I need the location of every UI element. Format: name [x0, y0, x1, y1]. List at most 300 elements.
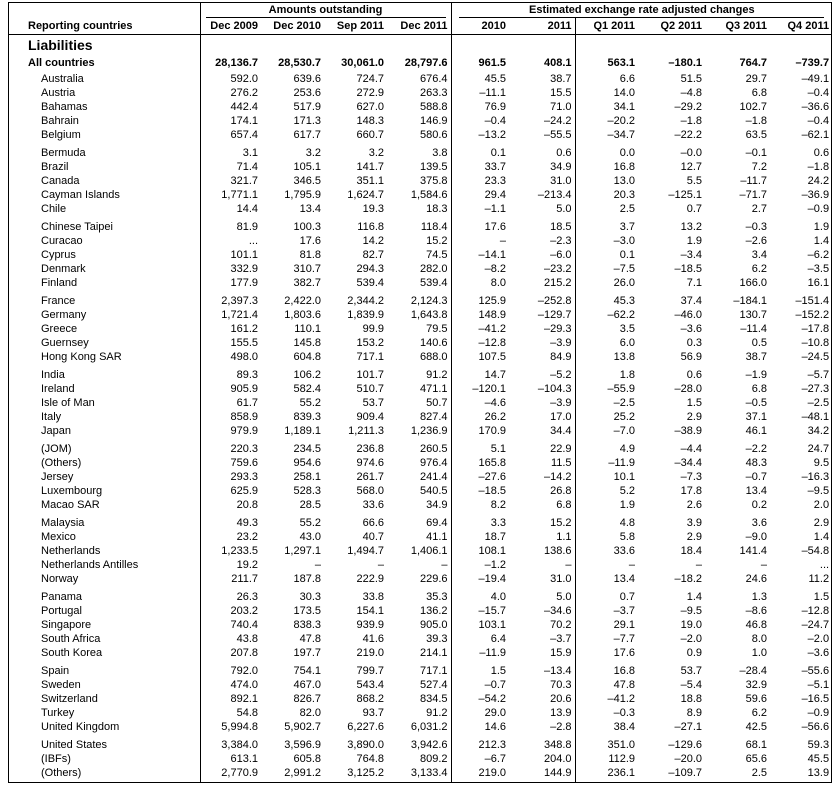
- value-cell: 1.9: [575, 498, 638, 512]
- value-cell: –14.2: [544, 471, 572, 483]
- value-cell: 539.4: [356, 277, 384, 289]
- value-cell: 11.5: [550, 457, 572, 469]
- value-cell: –2.3: [550, 235, 572, 247]
- value-cell: 7.1: [686, 277, 703, 289]
- value-cell: 321.7: [200, 174, 261, 188]
- value-cell: 204.0: [544, 753, 572, 765]
- table-row: [8, 664, 832, 678]
- value-cell: 105.1: [293, 161, 321, 173]
- value-cell: 310.7: [293, 263, 321, 275]
- value-cell: 625.9: [200, 484, 261, 498]
- amounts-outstanding-header: Amounts outstanding: [200, 2, 451, 18]
- value-cell: 18.3: [426, 203, 448, 215]
- value-cell: 19.3: [362, 203, 384, 215]
- value-cell: –0.9: [807, 203, 830, 215]
- value-cell: ...: [200, 234, 261, 248]
- value-cell: 3.6: [751, 517, 768, 529]
- value-cell: 29.1: [575, 618, 638, 632]
- country-name: (IBFs): [41, 753, 71, 765]
- value-cell: 6.2: [751, 707, 768, 719]
- value-cell: 724.7: [356, 73, 384, 85]
- value-cell: 3.2: [368, 147, 384, 159]
- value-cell: 139.5: [420, 161, 448, 173]
- value-cell: –0.3: [745, 221, 768, 233]
- value-cell: –2.6: [745, 235, 768, 247]
- value-cell: 676.4: [420, 73, 448, 85]
- value-cell: 909.4: [356, 411, 384, 423]
- value-cell: 222.9: [356, 573, 384, 585]
- value-cell: –9.0: [745, 531, 768, 543]
- value-cell: 74.5: [426, 249, 448, 261]
- table-row: [8, 632, 832, 646]
- value-cell: 839.3: [293, 411, 321, 423]
- country-name: Mexico: [41, 531, 76, 543]
- country-name: India: [41, 369, 65, 381]
- value-cell: 2.7: [751, 203, 768, 215]
- value-cell: 59.3: [807, 739, 830, 751]
- value-cell: –34.4: [674, 457, 703, 469]
- value-cell: 17.6: [451, 220, 509, 234]
- value-cell: 107.5: [451, 350, 509, 364]
- value-cell: 0.6: [813, 147, 830, 159]
- value-cell: –20.0: [674, 753, 703, 765]
- value-cell: 1,643.8: [410, 309, 448, 321]
- value-cell: 141.7: [356, 161, 384, 173]
- value-cell: 838.3: [293, 619, 321, 631]
- country-name: Greece: [41, 323, 78, 335]
- value-cell: 53.7: [362, 397, 384, 409]
- value-cell: 3,942.6: [410, 739, 448, 751]
- value-cell: 3.1: [200, 146, 261, 160]
- value-cell: 332.9: [200, 262, 261, 276]
- value-cell: 35.3: [426, 591, 448, 603]
- table-row: [8, 234, 832, 248]
- value-cell: 140.6: [420, 337, 448, 349]
- value-cell: 1.1: [556, 531, 572, 543]
- value-cell: 2.5: [575, 202, 638, 216]
- value-cell: 3,125.2: [347, 767, 384, 779]
- value-cell: –11.9: [575, 456, 638, 470]
- value-cell: 260.5: [420, 443, 448, 455]
- value-cell: 29.4: [451, 188, 509, 202]
- value-cell: 41.1: [426, 531, 448, 543]
- value-cell: ...: [819, 559, 830, 571]
- table-row: [8, 516, 832, 530]
- value-cell: 219.0: [451, 766, 509, 780]
- value-cell: 33.7: [451, 160, 509, 174]
- country-name: Turkey: [41, 707, 75, 719]
- value-cell: 13.4: [575, 572, 638, 586]
- value-cell: 31.0: [550, 573, 572, 585]
- value-cell: 32.9: [745, 679, 768, 691]
- value-cell: 99.9: [362, 323, 384, 335]
- column-header: Dec 2011: [387, 18, 451, 35]
- value-cell: 7.2: [751, 161, 768, 173]
- value-cell: 65.6: [745, 753, 768, 765]
- value-cell: –41.2: [575, 692, 638, 706]
- country-name: South Korea: [41, 647, 103, 659]
- value-cell: 14.2: [362, 235, 384, 247]
- value-cell: 61.7: [200, 396, 261, 410]
- value-cell: 4.8: [575, 516, 638, 530]
- reporting-countries-header: Reporting countries: [8, 18, 200, 35]
- column-header: Q4 2011: [770, 18, 832, 35]
- value-cell: –0.1: [745, 147, 768, 159]
- value-cell: 55.2: [299, 397, 321, 409]
- value-cell: 539.4: [420, 277, 448, 289]
- value-cell: 101.7: [356, 369, 384, 381]
- value-cell: 20.3: [575, 188, 638, 202]
- value-cell: 351.0: [575, 738, 638, 752]
- value-cell: 657.4: [200, 128, 261, 142]
- value-cell: 1,297.1: [284, 545, 321, 557]
- value-cell: 2,770.9: [200, 766, 261, 780]
- value-cell: –41.2: [451, 322, 509, 336]
- value-cell: –5.1: [807, 679, 830, 691]
- value-cell: –2.0: [680, 633, 703, 645]
- country-name: Finland: [41, 277, 78, 289]
- value-cell: 4.9: [575, 442, 638, 456]
- value-cell: 467.0: [293, 679, 321, 691]
- table-row: [8, 160, 832, 174]
- table-row: [8, 322, 832, 336]
- value-cell: 0.6: [686, 369, 703, 381]
- value-cell: –71.7: [739, 189, 768, 201]
- value-cell: –1.8: [807, 161, 830, 173]
- value-cell: 69.4: [426, 517, 448, 529]
- value-cell: –24.7: [801, 619, 830, 631]
- value-cell: 130.7: [739, 309, 768, 321]
- table-row: [8, 558, 832, 572]
- value-cell: –2.2: [745, 443, 768, 455]
- country-name: (Others): [41, 457, 82, 469]
- value-cell: 2.0: [813, 499, 830, 511]
- value-cell: 43.0: [299, 531, 321, 543]
- value-cell: 588.8: [420, 101, 448, 113]
- value-cell: 13.2: [680, 221, 703, 233]
- table-row: [8, 484, 832, 498]
- value-cell: –213.4: [537, 189, 572, 201]
- value-cell: 47.8: [299, 633, 321, 645]
- value-cell: 30.3: [299, 591, 321, 603]
- value-cell: –129.6: [668, 739, 703, 751]
- value-cell: 33.6: [575, 544, 638, 558]
- table-row: [8, 220, 832, 234]
- value-cell: 2,344.2: [347, 295, 384, 307]
- value-cell: 6.2: [751, 263, 768, 275]
- value-cell: 582.4: [293, 383, 321, 395]
- value-cell: –3.9: [550, 337, 572, 349]
- value-cell: 8.9: [686, 707, 703, 719]
- value-cell: –9.5: [680, 605, 703, 617]
- value-cell: 141.4: [739, 545, 768, 557]
- value-cell: 148.9: [451, 308, 509, 322]
- country-name: Sweden: [41, 679, 81, 691]
- value-cell: 1,233.5: [200, 544, 261, 558]
- value-cell: –3.7: [575, 604, 638, 618]
- value-cell: 173.5: [293, 605, 321, 617]
- value-cell: 26.2: [451, 410, 509, 424]
- country-name: Isle of Man: [41, 397, 95, 409]
- value-cell: 19.0: [680, 619, 703, 631]
- value-cell: 605.8: [293, 753, 321, 765]
- value-cell: 3,596.9: [284, 739, 321, 751]
- value-cell: –18.5: [674, 263, 703, 275]
- value-cell: 8.2: [451, 498, 509, 512]
- country-name: Australia: [41, 73, 84, 85]
- value-cell: –48.1: [801, 411, 830, 423]
- table-row: [8, 114, 832, 128]
- value-cell: 81.8: [299, 249, 321, 261]
- table-row: [8, 604, 832, 618]
- value-cell: 103.1: [451, 618, 509, 632]
- value-cell: 33.8: [362, 591, 384, 603]
- value-cell: 3.7: [575, 220, 638, 234]
- country-name: Macao SAR: [41, 499, 100, 511]
- value-cell: 56.9: [680, 351, 703, 363]
- value-cell: –19.4: [451, 572, 509, 586]
- value-cell: –0.0: [680, 147, 703, 159]
- value-cell: 81.9: [200, 220, 261, 234]
- value-cell: 0.6: [556, 147, 572, 159]
- value-cell: 33.6: [362, 499, 384, 511]
- value-cell: 954.6: [293, 457, 321, 469]
- value-cell: 26.0: [575, 276, 638, 290]
- value-cell: 144.9: [544, 767, 572, 779]
- table-row: [8, 678, 832, 692]
- value-cell: –5.7: [807, 369, 830, 381]
- value-cell: 39.3: [426, 633, 448, 645]
- value-cell: 59.6: [745, 693, 768, 705]
- value-cell: –13.2: [451, 128, 509, 142]
- value-cell: –4.6: [451, 396, 509, 410]
- value-cell: 18.8: [680, 693, 703, 705]
- country-name: All countries: [28, 57, 95, 69]
- table-row: [8, 720, 832, 734]
- value-cell: 165.8: [451, 456, 509, 470]
- value-cell: 1.0: [751, 647, 768, 659]
- value-cell: 2,422.0: [284, 295, 321, 307]
- table-row: [8, 128, 832, 142]
- value-cell: 15.2: [426, 235, 448, 247]
- value-cell: 174.1: [200, 114, 261, 128]
- value-cell: 17.0: [550, 411, 572, 423]
- value-cell: –151.4: [795, 295, 830, 307]
- value-cell: 3.2: [305, 147, 321, 159]
- value-cell: 2.9: [686, 411, 703, 423]
- column-header: Dec 2009: [200, 18, 261, 35]
- value-cell: –3.0: [575, 234, 638, 248]
- value-cell: 17.6: [575, 646, 638, 660]
- value-cell: 17.6: [299, 235, 321, 247]
- value-cell: 976.4: [420, 457, 448, 469]
- value-cell: 834.5: [420, 693, 448, 705]
- value-cell: 276.2: [200, 86, 261, 100]
- value-cell: 68.1: [745, 739, 768, 751]
- value-cell: 37.4: [680, 295, 703, 307]
- value-cell: –: [451, 234, 509, 248]
- value-cell: –: [377, 559, 384, 571]
- value-cell: –0.4: [807, 87, 830, 99]
- value-cell: –38.9: [674, 425, 703, 437]
- value-cell: –16.3: [801, 471, 830, 483]
- value-cell: –: [760, 559, 768, 571]
- value-cell: 3.3: [451, 516, 509, 530]
- value-cell: 660.7: [356, 129, 384, 141]
- value-cell: 6.8: [751, 383, 768, 395]
- table-row: [8, 410, 832, 424]
- country-name: Chinese Taipei: [41, 221, 113, 233]
- column-header: Q2 2011: [638, 18, 705, 35]
- country-name: Bahamas: [41, 101, 88, 113]
- value-cell: 1,795.9: [284, 189, 321, 201]
- value-cell: 207.8: [200, 646, 261, 660]
- value-cell: –55.6: [801, 665, 830, 677]
- value-cell: –12.8: [451, 336, 509, 350]
- value-cell: 110.1: [294, 323, 321, 335]
- value-cell: 14.6: [451, 720, 509, 734]
- value-cell: –17.8: [801, 323, 830, 335]
- value-cell: 0.1: [451, 146, 509, 160]
- value-cell: –0.4: [451, 114, 509, 128]
- value-cell: 171.3: [293, 115, 321, 127]
- value-cell: 197.7: [293, 647, 321, 659]
- country-name: Singapore: [41, 619, 92, 631]
- value-cell: 46.1: [745, 425, 768, 437]
- value-cell: 38.4: [575, 720, 638, 734]
- value-cell: 1.5: [813, 591, 830, 603]
- country-name: Austria: [41, 87, 76, 99]
- country-name: Curacao: [41, 235, 83, 247]
- value-cell: –36.9: [801, 189, 830, 201]
- value-cell: –3.7: [550, 633, 572, 645]
- value-cell: 229.6: [420, 573, 448, 585]
- value-cell: 24.6: [745, 573, 768, 585]
- value-cell: 1.4: [813, 531, 830, 543]
- table-row: [8, 498, 832, 512]
- value-cell: 905.9: [200, 382, 261, 396]
- value-cell: 101.1: [200, 248, 261, 262]
- value-cell: 50.7: [426, 397, 448, 409]
- value-cell: –55.5: [544, 129, 572, 141]
- country-name: Chile: [41, 203, 67, 215]
- value-cell: 28,136.7: [200, 55, 261, 72]
- value-cell: 138.6: [544, 545, 572, 557]
- value-cell: 18.4: [680, 545, 703, 557]
- value-cell: 799.7: [356, 665, 384, 677]
- value-cell: 47.8: [575, 678, 638, 692]
- column-header: Q1 2011: [575, 18, 638, 35]
- value-cell: 18.5: [550, 221, 572, 233]
- value-cell: –11.7: [740, 175, 768, 187]
- value-cell: 37.1: [745, 411, 768, 423]
- value-cell: 3,133.4: [410, 767, 448, 779]
- value-cell: 740.4: [200, 618, 261, 632]
- value-cell: 272.9: [356, 87, 384, 99]
- country-name: Bermuda: [41, 147, 86, 159]
- value-cell: 0.7: [575, 590, 638, 604]
- table-row: [8, 350, 832, 364]
- value-cell: –109.7: [668, 767, 703, 779]
- value-cell: 236.1: [575, 766, 638, 780]
- country-name: Norway: [41, 573, 79, 585]
- value-cell: 263.3: [420, 87, 448, 99]
- value-cell: 688.0: [420, 351, 448, 363]
- value-cell: –0.9: [807, 707, 830, 719]
- section-row: [8, 35, 832, 56]
- value-cell: 5.0: [556, 203, 572, 215]
- table-body: [8, 35, 832, 784]
- value-cell: –11.1: [451, 86, 509, 100]
- value-cell: 442.4: [200, 100, 261, 114]
- value-cell: 527.4: [420, 679, 448, 691]
- value-cell: 116.8: [357, 221, 384, 233]
- value-cell: –24.5: [801, 351, 830, 363]
- value-cell: 580.6: [420, 129, 448, 141]
- table-row: [8, 530, 832, 544]
- value-cell: 24.7: [807, 443, 830, 455]
- value-cell: 979.9: [200, 424, 261, 438]
- country-name: Netherlands: [41, 545, 101, 557]
- value-cell: –1.8: [680, 115, 703, 127]
- value-cell: –3.6: [807, 647, 830, 659]
- value-cell: 3.8: [432, 147, 448, 159]
- value-cell: 592.0: [200, 72, 261, 86]
- value-cell: 13.9: [807, 767, 830, 779]
- country-name: Luxembourg: [41, 485, 103, 497]
- value-cell: –11.4: [740, 323, 768, 335]
- value-cell: 1.5: [451, 664, 509, 678]
- value-cell: –0.4: [807, 115, 830, 127]
- value-cell: –16.5: [801, 693, 830, 705]
- table-row: [8, 86, 832, 100]
- value-cell: –0.3: [575, 706, 638, 720]
- value-cell: 6.8: [556, 499, 572, 511]
- value-cell: 375.8: [420, 175, 448, 187]
- value-cell: 408.1: [544, 57, 572, 69]
- value-cell: 1,839.9: [347, 309, 384, 321]
- value-cell: 6.0: [575, 336, 638, 350]
- value-cell: –1.2: [451, 558, 509, 572]
- value-cell: 1,236.9: [410, 425, 448, 437]
- value-cell: 219.0: [356, 647, 384, 659]
- value-cell: –3.5: [807, 263, 830, 275]
- value-cell: 1,211.3: [348, 425, 384, 437]
- value-cell: –104.3: [537, 383, 572, 395]
- value-cell: –9.5: [807, 485, 830, 497]
- value-cell: 10.1: [575, 470, 638, 484]
- table-row: [8, 692, 832, 706]
- value-cell: –1.9: [745, 369, 768, 381]
- value-cell: 1,406.1: [410, 545, 448, 557]
- value-cell: 764.7: [739, 57, 768, 69]
- value-cell: 166.0: [739, 277, 768, 289]
- value-cell: 79.5: [426, 323, 448, 335]
- column-header: Dec 2010: [261, 18, 324, 35]
- value-cell: 6,227.6: [347, 721, 384, 733]
- value-cell: 40.7: [362, 531, 384, 543]
- value-cell: –15.7: [451, 604, 509, 618]
- column-header: Q3 2011: [705, 18, 770, 35]
- value-cell: 15.9: [550, 647, 572, 659]
- value-cell: 51.5: [680, 73, 703, 85]
- value-cell: 282.0: [420, 263, 448, 275]
- value-cell: 136.2: [420, 605, 448, 617]
- value-cell: 1.4: [813, 235, 830, 247]
- value-cell: –8.2: [451, 262, 509, 276]
- value-cell: 84.9: [550, 351, 572, 363]
- value-cell: 1,803.6: [284, 309, 321, 321]
